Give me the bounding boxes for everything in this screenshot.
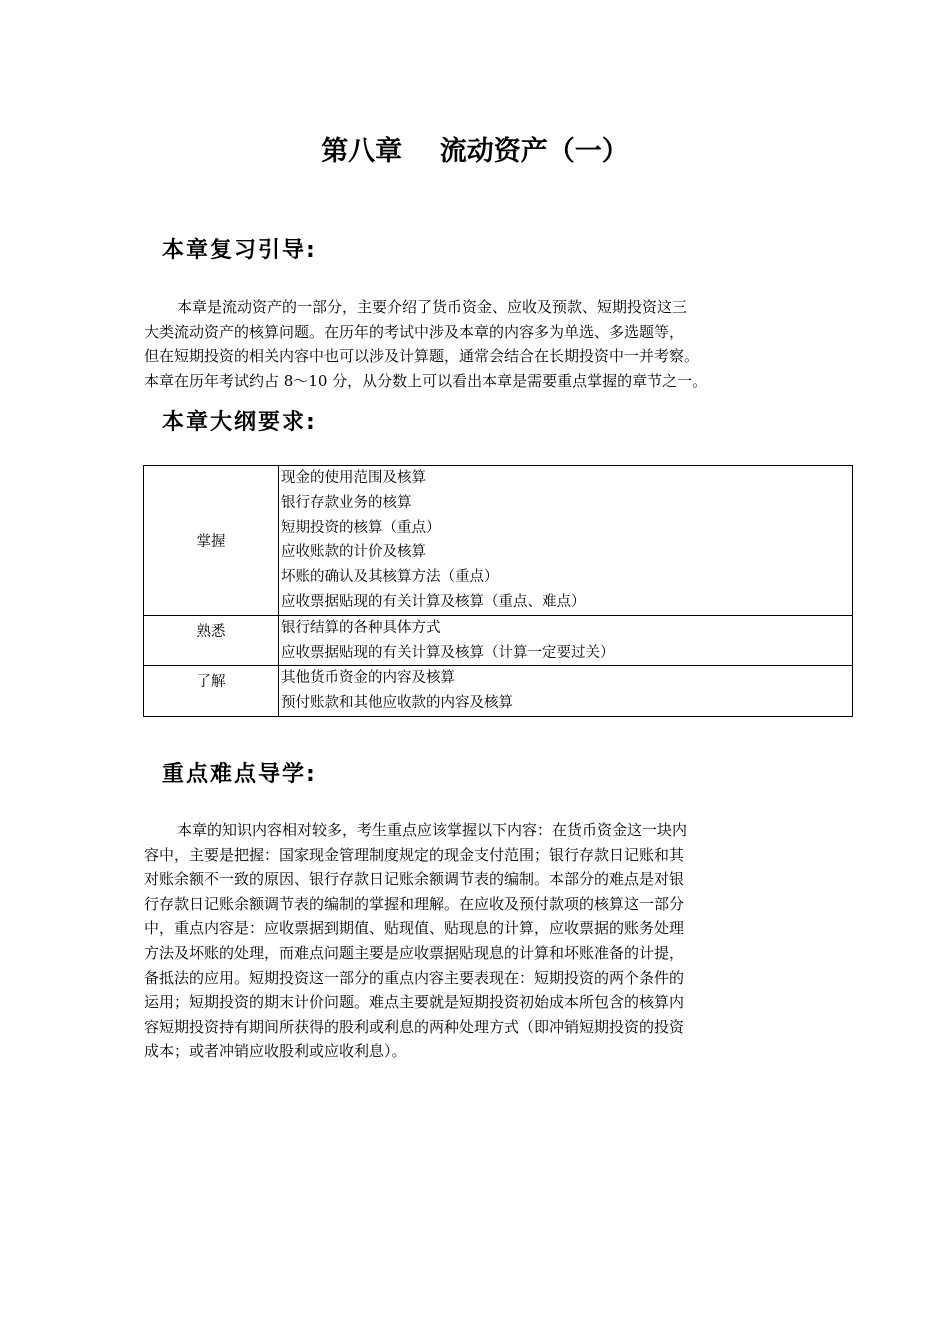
outline-item: 应收账款的计价及核算	[281, 544, 426, 561]
keypoints-heading: 重点难点导学:	[162, 762, 317, 787]
outline-item: 银行存款业务的核算	[281, 494, 412, 511]
outline-heading: 本章大纲要求:	[162, 410, 317, 435]
keypoints-line: 备抵法的应用。短期投资这一部分的重点内容主要表现在：短期投资的两个条件的	[144, 968, 685, 987]
outline-level-familiar: 熟悉	[144, 615, 279, 666]
outline-item: 现金的使用范围及核算	[281, 470, 426, 486]
outline-item: 坏账的确认及其核算方法（重点）	[281, 569, 499, 586]
review-paragraph	[144, 295, 784, 393]
outline-item: 预付账款和其他应收款的内容及核算	[281, 695, 513, 712]
outline-table	[143, 465, 853, 717]
review-line: 本章是流动资产的一部分，主要介绍了货币资金、应收及预款、短期投资这三	[177, 298, 688, 316]
keypoints-line: 行存款日记账余额调节表的编制的掌握和理解。在应收及预付款项的核算这一部分	[144, 894, 685, 913]
outline-item: 应收票据贴现的有关计算及核算（重点、难点）	[281, 593, 586, 610]
outline-level-master: 掌握	[144, 466, 279, 616]
keypoints-line: 容中，主要是把握：国家现金管理制度规定的现金支付范围；银行存款日记账和其	[144, 845, 685, 864]
review-heading: 本章复习引导:	[162, 238, 317, 263]
outline-row-master	[144, 466, 853, 616]
review-line: 大类流动资产的核算问题。在历年的考试中涉及本章的内容多为单选、多选题等，	[144, 322, 685, 341]
outline-row-understand	[144, 666, 853, 717]
keypoints-line: 中，重点内容是：应收票据到期值、贴现值、贴现息的计算，应收票据的账务处理	[144, 919, 685, 938]
keypoints-line: 成本；或者冲销应收股利或应收利息）。	[144, 1042, 407, 1061]
outline-item: 其他货币资金的内容及核算	[281, 670, 455, 687]
outline-row-familiar	[144, 615, 853, 666]
outline-item: 应收票据贴现的有关计算及核算（计算一定要过关）	[281, 644, 615, 661]
outline-item: 银行结算的各种具体方式	[281, 619, 441, 636]
keypoints-line: 对账余额不一致的原因、银行存款日记账余额调节表的编制。本部分的难点是对银	[144, 870, 685, 889]
outline-items-understand	[279, 666, 853, 717]
page-title: 第八章 流动资产（一）	[321, 136, 629, 167]
keypoints-line: 本章的知识内容相对较多，考生重点应该掌握以下内容：在货币资金这一块内	[177, 821, 688, 839]
outline-item: 短期投资的核算（重点）	[281, 519, 441, 536]
keypoints-line: 运用；短期投资的期末计价问题。难点主要就是短期投资初始成本所包含的核算内	[144, 993, 685, 1012]
keypoints-line: 容短期投资持有期间所获得的股利或利息的两种处理方式（即冲销短期投资的投资	[144, 1017, 685, 1036]
outline-level-understand: 了解	[144, 666, 279, 717]
review-line: 但在短期投资的相关内容中也可以涉及计算题，通常会结合在长期投资中一并考察。	[144, 347, 700, 366]
outline-items-master	[279, 466, 853, 616]
keypoints-paragraph	[144, 818, 784, 1064]
review-line: 本章在历年考试约占 8～10 分，从分数上可以看出本章是需要重点掌握的章节之一。	[144, 371, 708, 390]
keypoints-line: 方法及坏账的处理，而难点问题主要是应收票据贴现息的计算和坏账准备的计提，	[144, 943, 685, 962]
outline-items-familiar	[279, 615, 853, 666]
